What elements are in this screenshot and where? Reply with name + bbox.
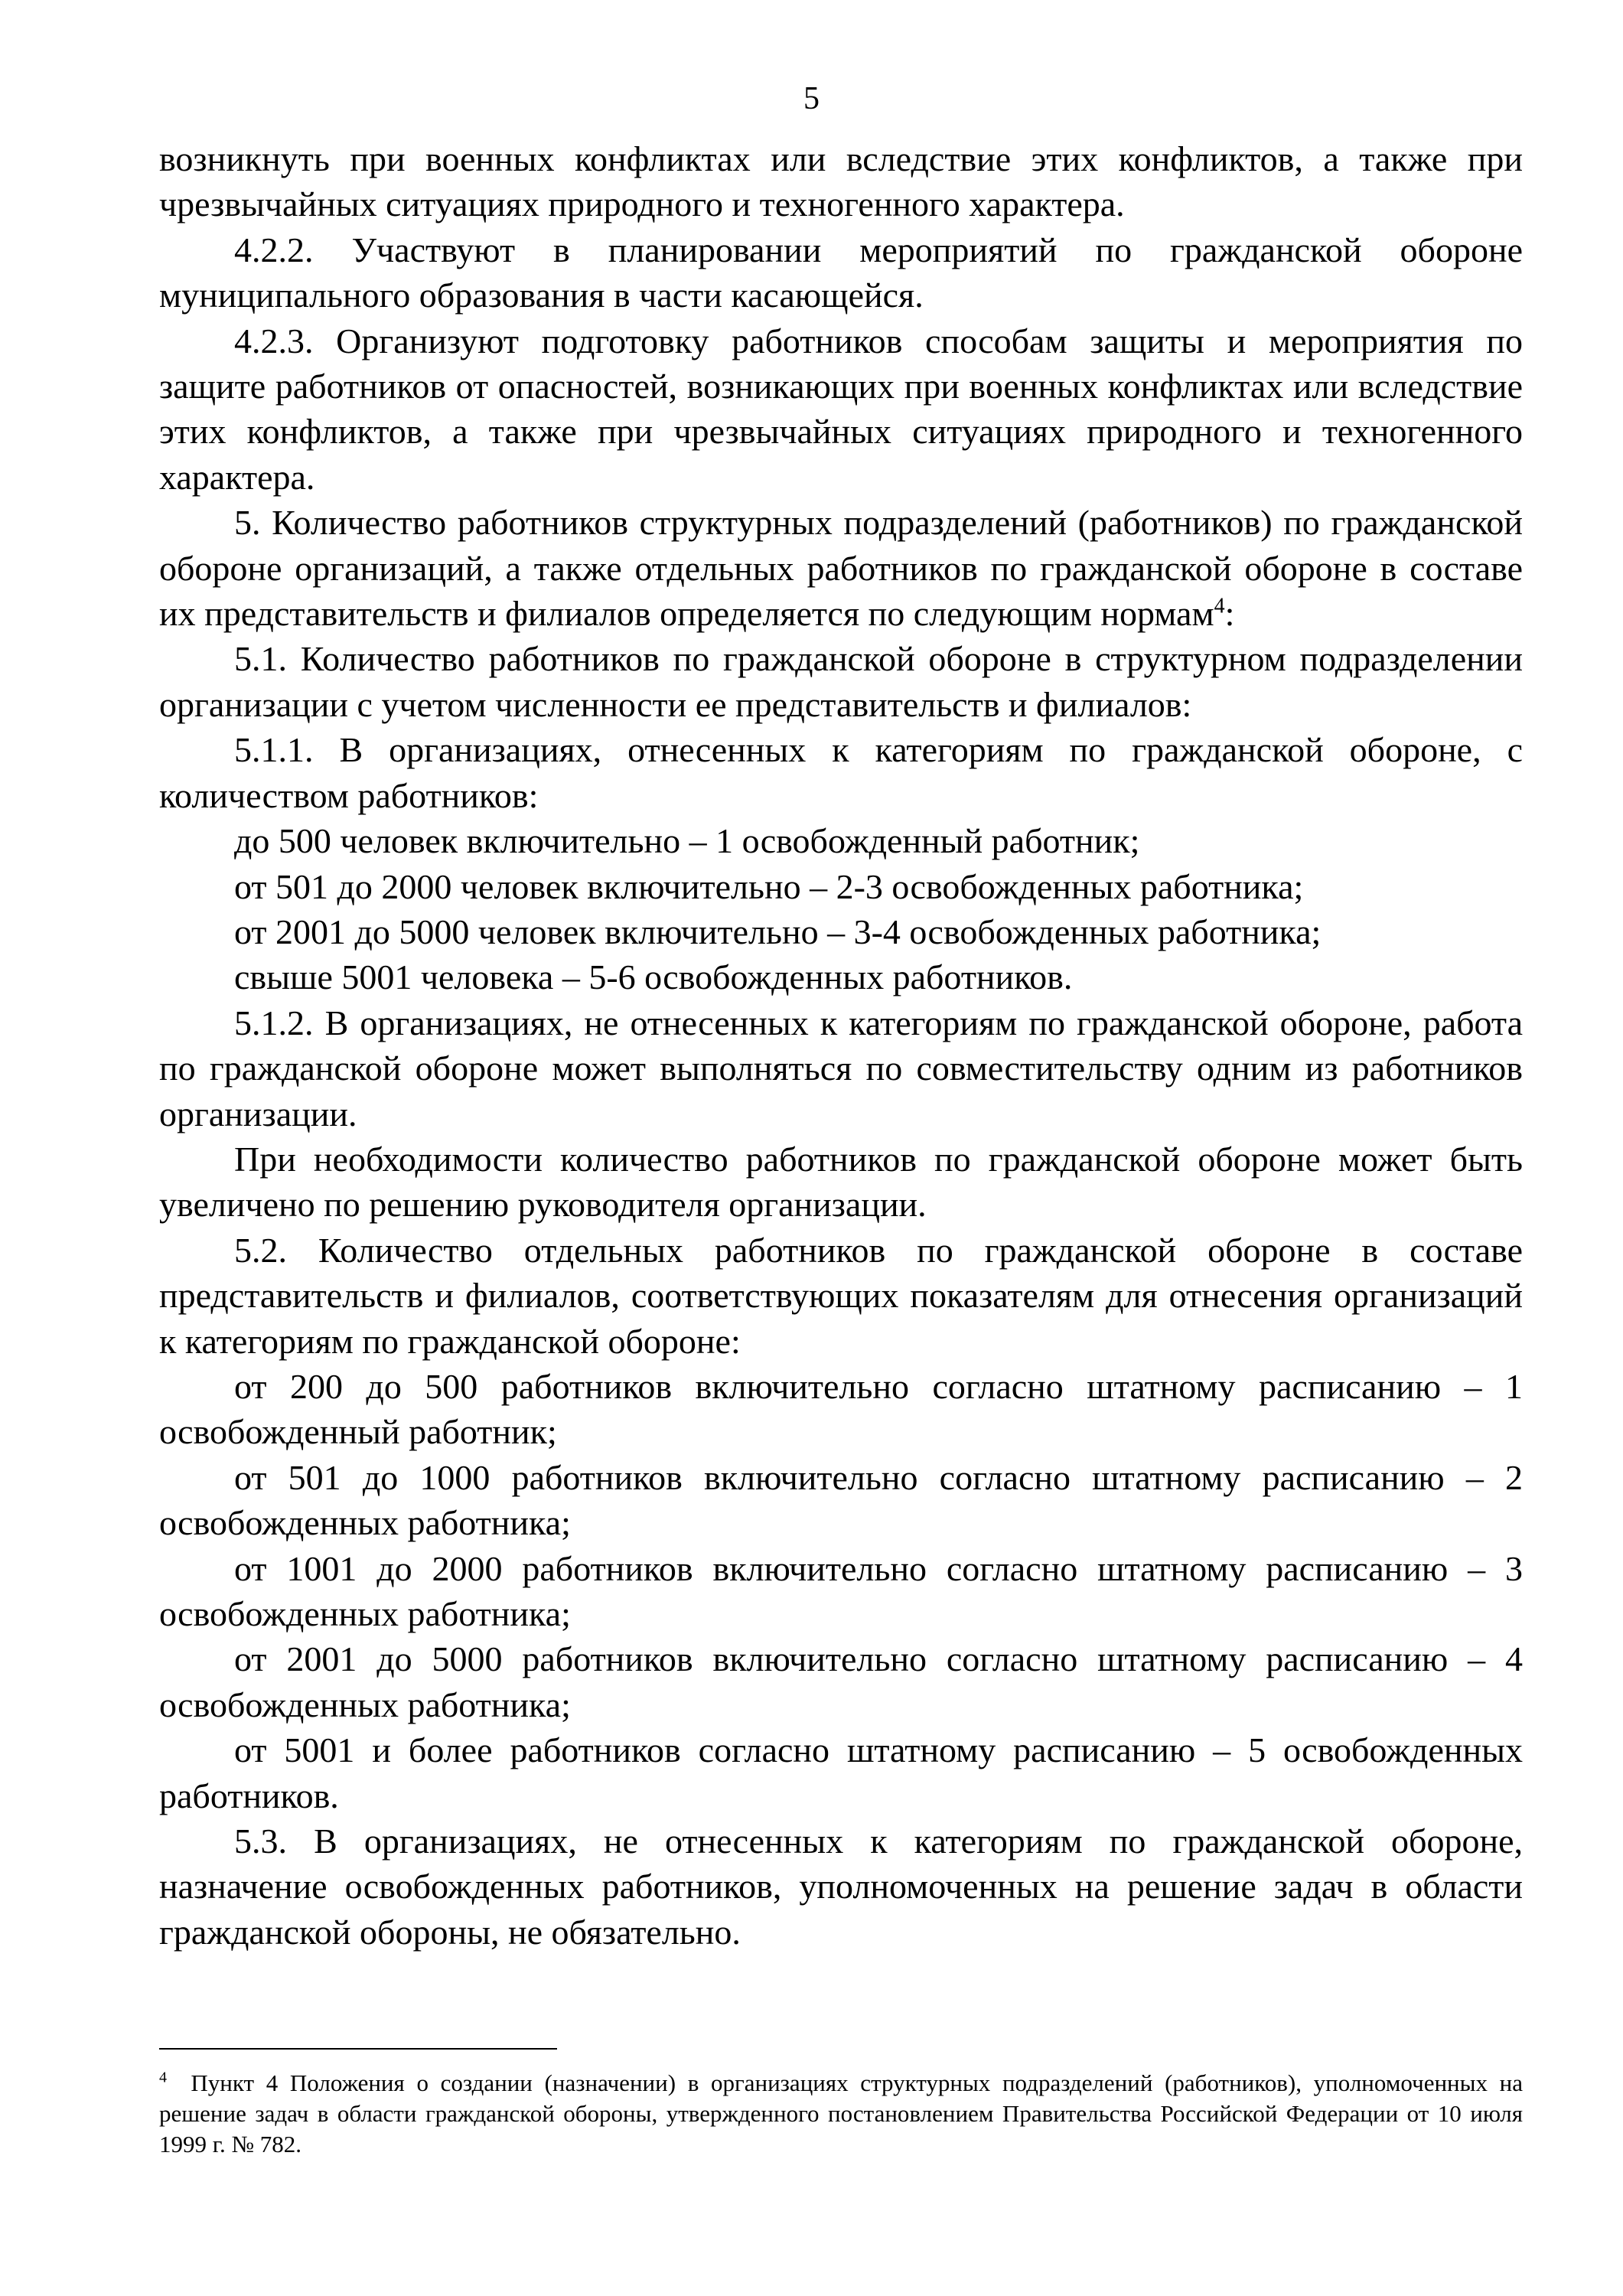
paragraph [159,500,1523,636]
list-item: от 5001 и более работников согласно штатному расписанию – 5 освобожденных работников. [159,1730,1523,1815]
document-body [159,136,1523,1955]
list-item: от 2001 до 5000 работников включительно согласно штатному расписанию – 4 освобожденных работника; [159,1639,1523,1724]
paragraph: 5.3. В организациях, не отнесенных к категориям по гражданской обороне, назначение освобожденных работников, уполномоченных на решение задач в области гражданской обороны, не обязательно. [159,1821,1523,1952]
footnote [159,2068,1523,2160]
footnote-divider [159,2048,557,2050]
footnote-text: Пункт 4 Положения о создании (назначении) в организациях структурных подразделений (работников), уполномоченных на решение задач в области гражданской обороны, утвержденного постановлением Правительства Российской Федерации от 10 июля 1999 г. № 782. [159,2069,1523,2157]
page-number: 5 [803,81,820,116]
list-item: от 501 до 1000 работников включительно согласно штатному расписанию – 2 освобожденных работника; [159,1457,1523,1543]
list-item: от 2001 до 5000 человек включительно – 3-4 освобожденных работника; [234,912,1322,951]
footnote-reference: 4 [1214,594,1225,618]
paragraph: 5.1. Количество работников по гражданской обороне в структурном подразделении организации с учетом численности ее представительств и филиалов: [159,639,1523,724]
footnote-mark: 4 [159,2069,167,2086]
paragraph: При необходимости количество работников по гражданской обороне может быть увеличено по решению руководителя организации. [159,1139,1523,1225]
paragraph: 4.2.3. Организуют подготовку работников способам защиты и мероприятия по защите работников от опасностей, возникающих при военных конфликтах или вследствие этих конфликтов, а также при чрезвычайных ситуациях природного и техногенного характера. [159,321,1523,497]
paragraph: 4.2.2. Участвуют в планировании мероприятий по гражданской обороне муниципального образования в части касающейся. [159,230,1523,315]
paragraph: 5.1.1. В организациях, отнесенных к категориям по гражданской обороне, с количеством работников: [159,730,1523,815]
list-item: до 500 человек включительно – 1 освобожденный работник; [234,821,1140,861]
paragraph: 5.2. Количество отдельных работников по гражданской обороне в составе представительств и филиалов, соответствующих показателям для отнесения организаций к категориям по гражданской обороне: [159,1230,1523,1361]
list-item: от 1001 до 2000 работников включительно согласно штатному расписанию – 3 освобожденных работника; [159,1548,1523,1633]
paragraph: возникнуть при военных конфликтах или вследствие этих конфликтов, а также при чрезвычайных ситуациях природного и техногенного характера. [159,139,1523,224]
paragraph-punctuation: : [1224,594,1235,634]
list-item: свыше 5001 человека – 5-6 освобожденных работников. [234,957,1073,997]
list-item: от 501 до 2000 человек включительно – 2-3 освобожденных работника; [234,866,1304,906]
paragraph: 5.1.2. В организациях, не отнесенных к категориям по гражданской обороне, работа по гражданской обороне может выполняться по совместительству одним из работников организации. [159,1003,1523,1133]
list-item: от 200 до 500 работников включительно согласно штатному расписанию – 1 освобожденный работник; [159,1366,1523,1452]
paragraph-text: 5. Количество работников структурных подразделений (работников) по гражданской обороне организаций, а также отдельных работников по гражданской обороне в составе их представительств и филиалов определяется по следующим нормам [159,503,1523,634]
